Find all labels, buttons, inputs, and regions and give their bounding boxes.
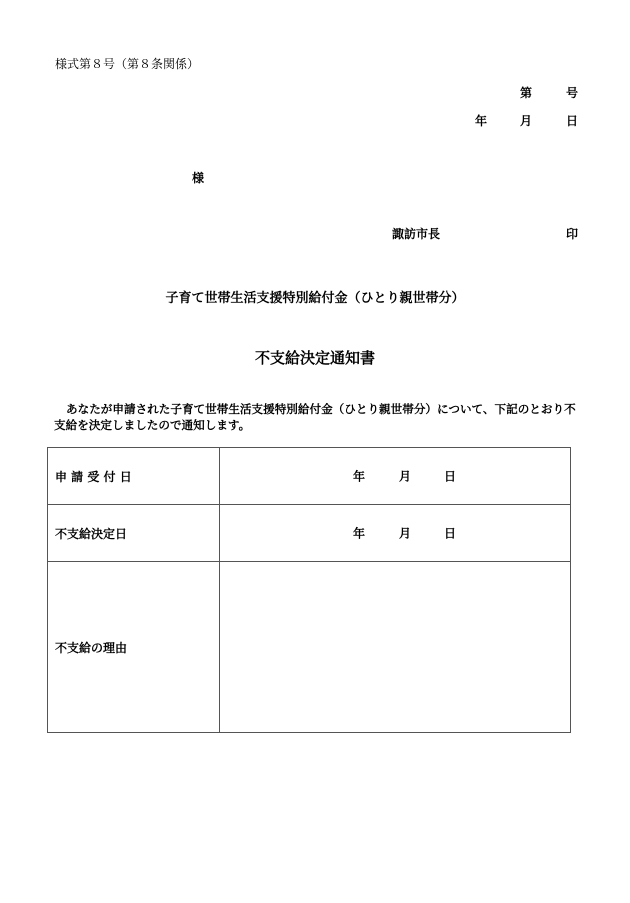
document-number-prefix: 第 [520, 86, 533, 100]
issue-date-day: 日 [566, 114, 579, 128]
seal-mark: 印 [566, 227, 579, 241]
issue-date-month: 月 [520, 114, 533, 128]
document-number-suffix: 号 [566, 86, 579, 100]
issuer-name: 諏訪市長 [392, 227, 441, 241]
table-row-decision-date [48, 505, 571, 562]
reason-value [220, 562, 571, 733]
notice-body-text: あなたが申請された子育て世帯生活支援特別給付金（ひとり親世帯分）について、下記のとおり不支給を決定しましたので通知します。 [54, 402, 576, 432]
decision-date-year: 年 [353, 526, 366, 541]
decision-date-value [220, 505, 571, 562]
addressee-honorific: 様 [192, 171, 205, 185]
decision-date-label: 不支給決定日 [48, 505, 220, 562]
document-subtitle: 子育て世帯生活支援特別給付金（ひとり親世帯分） [165, 291, 465, 306]
form-number: 様式第８号（第８条関係） [55, 57, 200, 71]
application-date-value [220, 448, 571, 505]
application-date-year: 年 [353, 469, 366, 484]
table-row-application-date [48, 448, 571, 505]
table-row-reason [48, 562, 571, 733]
application-date-month: 月 [399, 469, 412, 484]
decision-date-day: 日 [444, 526, 457, 541]
application-date-label: 申 請 受 付 日 [48, 448, 220, 505]
issue-date-year: 年 [475, 114, 488, 128]
decision-date-month: 月 [399, 526, 412, 541]
application-date-day: 日 [444, 469, 457, 484]
document-title: 不支給決定通知書 [254, 349, 375, 367]
decision-details-table [47, 447, 571, 733]
reason-label: 不支給の理由 [48, 562, 220, 733]
